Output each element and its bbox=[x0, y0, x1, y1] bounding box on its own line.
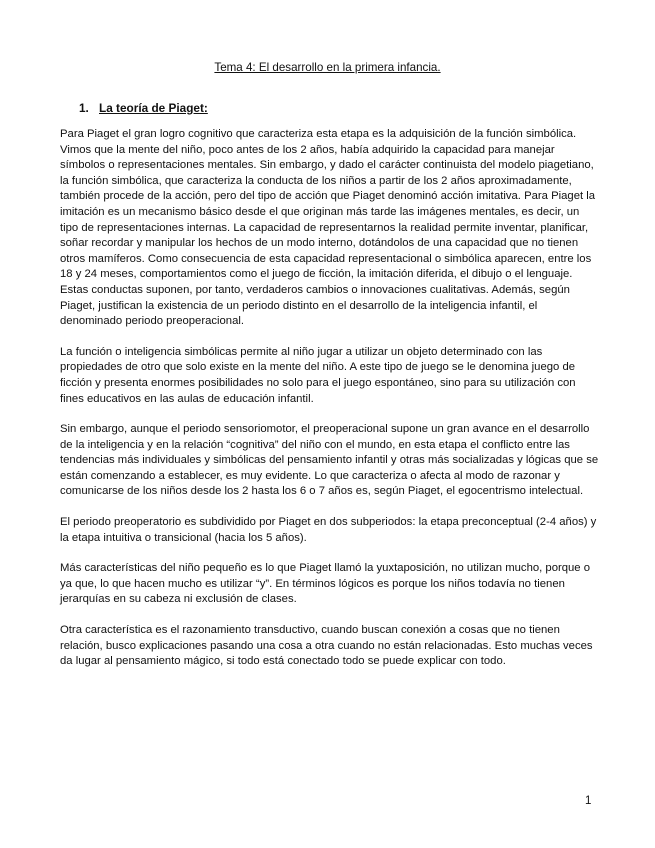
paragraph: El periodo preoperatorio es subdividido por Piaget en dos subperiodos: la etapa preconceptual (2-4 años) y la etapa intuitiva o transicional (hacia los 5 años). bbox=[60, 516, 597, 544]
paragraph: Más características del niño pequeño es lo que Piaget llamó la yuxtaposición, no utilizan mucho, porque o ya que, lo que hacen mucho es utilizar “y”. En términos lógicos es porque los niños todavía no tienen jerarquías en su cabeza ni exclusión de clases. bbox=[60, 562, 591, 606]
paragraph: La función o inteligencia simbólicas permite al niño jugar a utilizar un objeto determinado con las propiedades de otro que solo existe en la mente del niño. A este tipo de juego se le denomina juego de ficción y presenta enormes posibilidades no solo para el juego espontáneo, sino para su utilización con fines educativos en las aulas de educación infantil. bbox=[60, 345, 576, 405]
section-heading bbox=[79, 101, 208, 115]
page-number: 1 bbox=[585, 795, 592, 807]
document-body bbox=[60, 127, 600, 685]
paragraph: Sin embargo, aunque el periodo sensoriomotor, el preoperacional supone un gran avance en el desarrollo de la inteligencia y en la relación “cognitiva” del niño con el mundo, en esta etapa el conflicto entre las tendencias más individuales y simbólicas del pensamiento infantil y otras más socializadas y lógicas que se están comenzando a establecer, es muy evidente. Lo que caracteriza o afecta al modo de razonar y comunicarse de los niños desde los 2 hasta los 6 o 7 años es, según Piaget, el egocentrismo intelectual. bbox=[60, 423, 599, 498]
paragraph: Para Piaget el gran logro cognitivo que caracteriza esta etapa es la adquisición de la función simbólica. Vimos que la mente del niño, poco antes de los 2 años, había adquirido la capacidad para manejar símbolos o representaciones mentales. Sin embargo, y dado el carácter continuista del modelo piagetiano, la función simbólica, que caracteriza la conducta de los niños a partir de los 2 años aproximadamente, también procede de la acción, pero del tipo de acción que Piaget denominó acción imitativa. Para Piaget la imitación es un mecanismo básico desde el que originan más tarde las imágenes mentales, es decir, un tipo de representaciones internas. La capacidad de representarnos la realidad permite inventar, planificar, soñar recordar y manipular los hechos de un modo interno, dotándolos de una capacidad que no tienen otros mamíferos. Como consecuencia de esta capacidad representacional o simbólica aparecen, entre los 18 y 24 meses, comportamientos como el juego de ficción, la imitación diferida, el dibujo o el lenguaje. Estas conductas suponen, por tanto, verdaderos cambios o innovaciones cualitativas. Además, según Piaget, justifican la existencia de un periodo distinto en el desarrollo de la inteligencia infantil, el denominado periodo preoperacional. bbox=[60, 128, 596, 328]
paragraph: Otra característica es el razonamiento transductivo, cuando buscan conexión a cosas que no tienen relación, busco explicaciones pasando una cosa a otra cuando no están relacionadas. Esto muchas veces da lugar al pensamiento mágico, si todo está conectado todo se puede explicar con todo. bbox=[60, 624, 593, 668]
document-title: Tema 4: El desarrollo en la primera infancia. bbox=[214, 61, 441, 74]
section-number: 1. bbox=[79, 101, 89, 115]
section-heading-text: La teoría de Piaget: bbox=[99, 101, 208, 115]
